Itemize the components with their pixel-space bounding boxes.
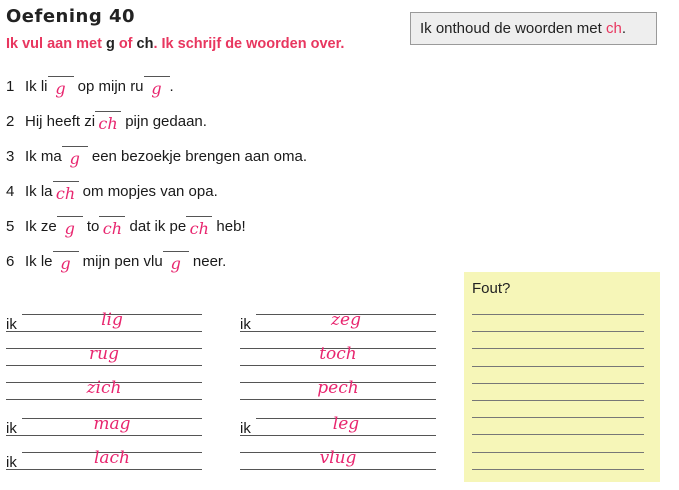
- word-line-left: [6, 338, 206, 374]
- handwritten-answer: g: [60, 254, 71, 273]
- fill-in-blank[interactable]: [99, 216, 125, 239]
- fill-in-blank[interactable]: [62, 146, 88, 169]
- instruction-text: Ik vul aan met: [6, 36, 106, 52]
- fout-writing-line[interactable]: [472, 314, 644, 315]
- instruction-g: g: [105, 36, 115, 52]
- exercise-row: [6, 111, 207, 137]
- writing-line[interactable]: [240, 365, 436, 366]
- sentence-text: to: [82, 218, 100, 235]
- handwritten-answer: g: [170, 254, 181, 273]
- word-line-left: [6, 372, 206, 408]
- writing-line[interactable]: [6, 435, 202, 436]
- word-line-right: [240, 408, 440, 444]
- fout-writing-line[interactable]: [472, 348, 644, 349]
- writing-line[interactable]: [240, 331, 436, 332]
- fill-in-blank[interactable]: [144, 76, 170, 99]
- fill-in-blank[interactable]: [57, 216, 83, 239]
- sentence-text: op mijn ru: [73, 78, 144, 95]
- exercise-row: [6, 146, 307, 172]
- fill-in-blank[interactable]: [48, 76, 74, 99]
- exercise-number: 3: [6, 148, 15, 165]
- fill-in-blank[interactable]: [186, 216, 212, 239]
- fill-in-blank[interactable]: [53, 251, 79, 274]
- handwritten-word: vlug: [319, 448, 357, 468]
- exercise-row: [6, 251, 226, 277]
- sentence-text: Ik li: [25, 78, 48, 95]
- memo-text: Ik onthoud de woorden met: [420, 20, 606, 37]
- word-line-left: [6, 304, 206, 340]
- sentence-text: heb!: [212, 218, 246, 235]
- fill-in-blank[interactable]: [95, 111, 121, 134]
- writing-line[interactable]: [6, 399, 202, 400]
- exercise-row: [6, 76, 174, 102]
- handwritten-word: zich: [86, 378, 122, 398]
- fill-in-blank[interactable]: [53, 181, 79, 204]
- handwritten-answer: g: [151, 79, 162, 98]
- word-prefix: ik: [6, 454, 17, 471]
- fout-label: Fout?: [472, 280, 511, 297]
- exercise-row: [6, 181, 218, 207]
- writing-line[interactable]: [6, 365, 202, 366]
- word-line-left: [6, 408, 206, 444]
- handwritten-answer: ch: [102, 219, 122, 238]
- sentence-text: Ik ze: [25, 218, 57, 235]
- handwritten-word: pech: [317, 378, 359, 398]
- word-line-left: [6, 442, 206, 478]
- word-prefix: ik: [6, 316, 17, 333]
- sentence-text: Ik le: [25, 253, 53, 270]
- word-line-right: [240, 304, 440, 340]
- fout-writing-line[interactable]: [472, 383, 644, 384]
- instruction: [6, 36, 344, 52]
- sentence-text: Ik ma: [25, 148, 62, 165]
- fout-writing-line[interactable]: [472, 366, 644, 367]
- instruction-ch: ch: [136, 36, 154, 52]
- exercise-number: 5: [6, 218, 15, 235]
- handwritten-word: mag: [93, 414, 131, 434]
- sentence-text: pijn gedaan.: [121, 113, 207, 130]
- memo-box: [410, 12, 657, 45]
- sentence-text: neer.: [188, 253, 227, 270]
- handwritten-answer: g: [55, 79, 66, 98]
- fout-writing-line[interactable]: [472, 469, 644, 470]
- fout-writing-line[interactable]: [472, 400, 644, 401]
- sentence-text: .: [169, 78, 174, 95]
- fout-writing-line[interactable]: [472, 434, 644, 435]
- sentence-text: Hij heeft zi: [25, 113, 96, 130]
- exercise-number: 4: [6, 183, 15, 200]
- sentence-text: om mopjes van opa.: [78, 183, 218, 200]
- word-line-right: [240, 442, 440, 478]
- exercise-title: Oefening 40: [6, 6, 136, 27]
- writing-line[interactable]: [6, 469, 202, 470]
- handwritten-word: toch: [319, 344, 357, 364]
- word-line-right: [240, 372, 440, 408]
- fout-writing-line[interactable]: [472, 417, 644, 418]
- handwritten-word: lig: [101, 310, 123, 330]
- fout-writing-line[interactable]: [472, 331, 644, 332]
- exercise-number: 1: [6, 78, 15, 95]
- fill-in-blank[interactable]: [163, 251, 189, 274]
- exercise-row: [6, 216, 246, 242]
- handwritten-answer: g: [64, 219, 75, 238]
- handwritten-word: lach: [93, 448, 131, 468]
- handwritten-answer: ch: [98, 114, 118, 133]
- word-prefix: ik: [240, 316, 251, 333]
- handwritten-word: leg: [332, 414, 360, 434]
- sentence-text: een bezoekje brengen aan oma.: [87, 148, 308, 165]
- handwritten-word: rug: [89, 344, 119, 364]
- sentence-text: mijn pen vlu: [78, 253, 163, 270]
- word-prefix: ik: [6, 420, 17, 437]
- instruction-of: of: [114, 36, 137, 52]
- writing-line[interactable]: [6, 331, 202, 332]
- handwritten-answer: ch: [55, 184, 76, 203]
- word-line-right: [240, 338, 440, 374]
- writing-line[interactable]: [240, 399, 436, 400]
- instruction-text-end: . Ik schrijf de woorden over.: [153, 36, 345, 52]
- fout-writing-line[interactable]: [472, 452, 644, 453]
- writing-line[interactable]: [240, 469, 436, 470]
- memo-end: .: [621, 20, 626, 37]
- fout-box: [464, 272, 660, 482]
- writing-line[interactable]: [240, 435, 436, 436]
- exercise-number: 6: [6, 253, 15, 270]
- memo-highlight: ch: [605, 20, 622, 37]
- handwritten-answer: ch: [189, 219, 209, 238]
- sentence-text: Ik la: [25, 183, 53, 200]
- exercise-number: 2: [6, 113, 15, 130]
- sentence-text: dat ik pe: [125, 218, 187, 235]
- word-prefix: ik: [240, 420, 251, 437]
- handwritten-answer: g: [69, 149, 80, 168]
- handwritten-word: zeg: [331, 310, 361, 330]
